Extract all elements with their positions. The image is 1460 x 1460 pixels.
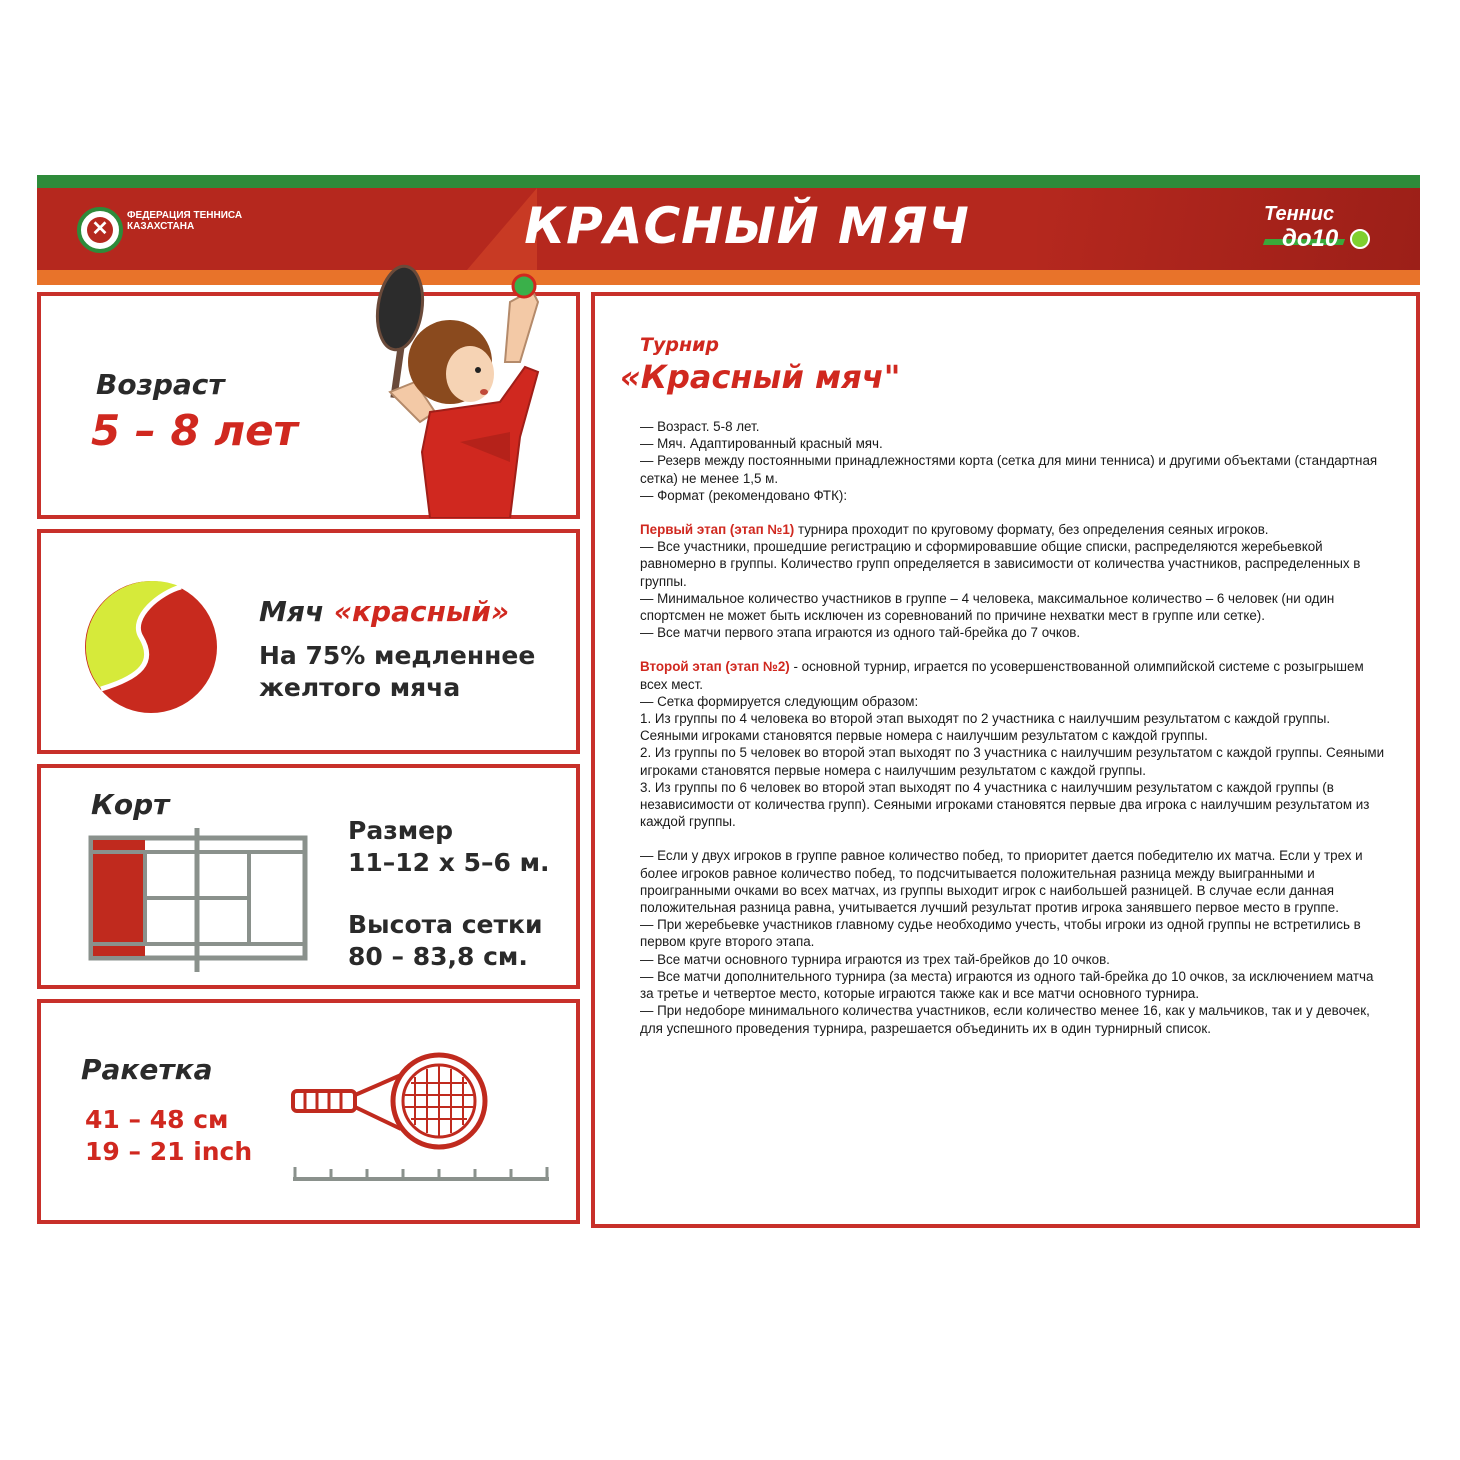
ball-desc-line2: желтого мяча (259, 673, 461, 702)
rules-line: — Если у двух игроков в группе равное количество побед, то приоритет дается победителю их матча. Если у трех и более игроков равное количество побед, то подсчитывается положительная разница между выигранными и проигранными очками во всех матчах, из группы выходит игрок с наибольшей разницей. В случае если данная положительная разница равна, учитывается лучший результат против игрока занявшего первое место в группе. (640, 848, 1363, 916)
rules-line: — При жеребьевке участников главному судье необходимо учесть, чтобы игроки из одной группы не встретились в первом круге второго этапа. (640, 917, 1361, 950)
rules-line: — Минимальное количество участников в группе – 4 человека, максимальное количество – 6 человек (ни один спортсмен не может быть исключен из соревнований по причине нехватки мест в группе или сетке). (640, 590, 1335, 624)
stage1-text: турнира проходит по круговому формату, без определения сеяных игроков. (794, 522, 1269, 538)
rules-line: — При недоборе минимального количества участников, если количество менее 16, как у мальчиков, так и у девочек, для успешного проведения турнира, разрешается объединить их в один турнирный список. (640, 1003, 1370, 1036)
rules-line: 3. Из группы по 6 человек во второй этап выходят по 4 участника с наилучшим результатом с каждой группы (в независимости от количества групп). Сеяными игроками становятся первые два игрока с наилучшим результатом из каждой группы. (640, 779, 1370, 830)
court-size-value: 11–12 х 5–6 м. (348, 848, 550, 877)
tennis10-logo-icon (1262, 203, 1372, 258)
ball-title-prefix: Мяч (259, 595, 325, 628)
racket-title: Ракетка (81, 1053, 213, 1086)
stage2-paragraph (640, 658, 1390, 692)
rules-line: 1. Из группы по 4 человека во второй этап выходят по 2 участника с наилучшим результатом с каждой группы. Сеяными игроками становятся первые номера с наилучшим результатом с каждой группы. (640, 711, 1331, 744)
child-player-illustration (360, 262, 560, 518)
rules-body (640, 418, 1390, 1037)
rules-line: — Все матчи дополнительного турнира (за места) играются из одного тай-брейка до 10 очков, за исключением матча за третье и четвертое место, которые играются также как и все матчи основного турнира. (640, 968, 1374, 1002)
header-green-stripe (37, 175, 1420, 188)
rules-line: — Все матчи основного турнира играются из трех тай-брейков до 10 очков. (640, 951, 1110, 967)
rules-title: «Красный мяч" (620, 358, 901, 396)
racket-panel (37, 999, 580, 1224)
ball-desc-line1: На 75% медленнее (259, 641, 536, 670)
rules-line: — Резерв между постоянными принадлежностями корта (сетка для мини тенниса) и другими объектами (стандартная сетка) не менее 1,5 м. (640, 453, 1378, 486)
racket-size-inch: 19 – 21 inch (85, 1137, 253, 1166)
tennis10-logo-line1: Теннис (1264, 203, 1335, 225)
stage1-label: Первый этап (этап №1) (640, 522, 795, 538)
rules-subtitle: Турнир (640, 334, 719, 356)
age-label: Возраст (96, 368, 225, 401)
rules-line: — Сетка формируется следующим образом: (640, 693, 919, 709)
federation-name: ФЕДЕРАЦИЯ ТЕННИСА КАЗАХСТАНА (127, 210, 243, 232)
rules-panel (591, 292, 1420, 1228)
court-size-label: Размер (348, 816, 454, 845)
rules-line: — Мяч. Адаптированный красный мяч. (640, 436, 883, 452)
court-diagram-icon (87, 826, 309, 974)
ball-title (259, 595, 509, 628)
court-net-value: 80 – 83,8 см. (348, 942, 528, 971)
rules-line: — Формат (рекомендовано ФТК): (640, 487, 848, 503)
court-net-label: Высота сетки (348, 910, 543, 939)
rules-line: — Все матчи первого этапа играются из одного тай-брейка до 7 очков. (640, 625, 1081, 641)
federation-logo-icon: ✕ (77, 207, 123, 253)
ruler-icon (289, 1161, 554, 1185)
stage2-label: Второй этап (этап №2) (640, 659, 790, 675)
age-value: 5 – 8 лет (91, 406, 298, 455)
header-orange-stripe (37, 270, 1420, 285)
page-title: КРАСНЫЙ МЯЧ (524, 197, 970, 255)
rules-line: — Все участники, прошедшие регистрацию и сформировавшие общие списки, распределяются жеребьевкой равномерно в группы. Количество групп определяется в зависимости от количества участников, распределенных в группы. (640, 539, 1361, 589)
racket-size-cm: 41 – 48 см (85, 1105, 229, 1134)
rules-line: 2. Из группы по 5 человек во второй этап выходят по 3 участника с наилучшим результатом с каждой группы. Сеяными игроками становятся первые номера с наилучшим результатом с каждой группы. (640, 745, 1385, 778)
court-title: Корт (91, 788, 170, 821)
ball-title-accent: «красный» (333, 595, 510, 628)
stage2-text: - основной турнир, играется по усовершенствованной олимпийской системе с розыгрышем всех мест. (640, 659, 1364, 692)
red-ball-icon (81, 577, 221, 717)
stage1-paragraph (640, 521, 1390, 538)
header-banner (37, 175, 1420, 285)
racket-icon (289, 1047, 499, 1157)
tennis10-logo-line2: до10 (1282, 225, 1339, 252)
ball-panel (37, 529, 580, 754)
court-panel (37, 764, 580, 989)
rules-line: — Возраст. 5-8 лет. (640, 419, 760, 434)
